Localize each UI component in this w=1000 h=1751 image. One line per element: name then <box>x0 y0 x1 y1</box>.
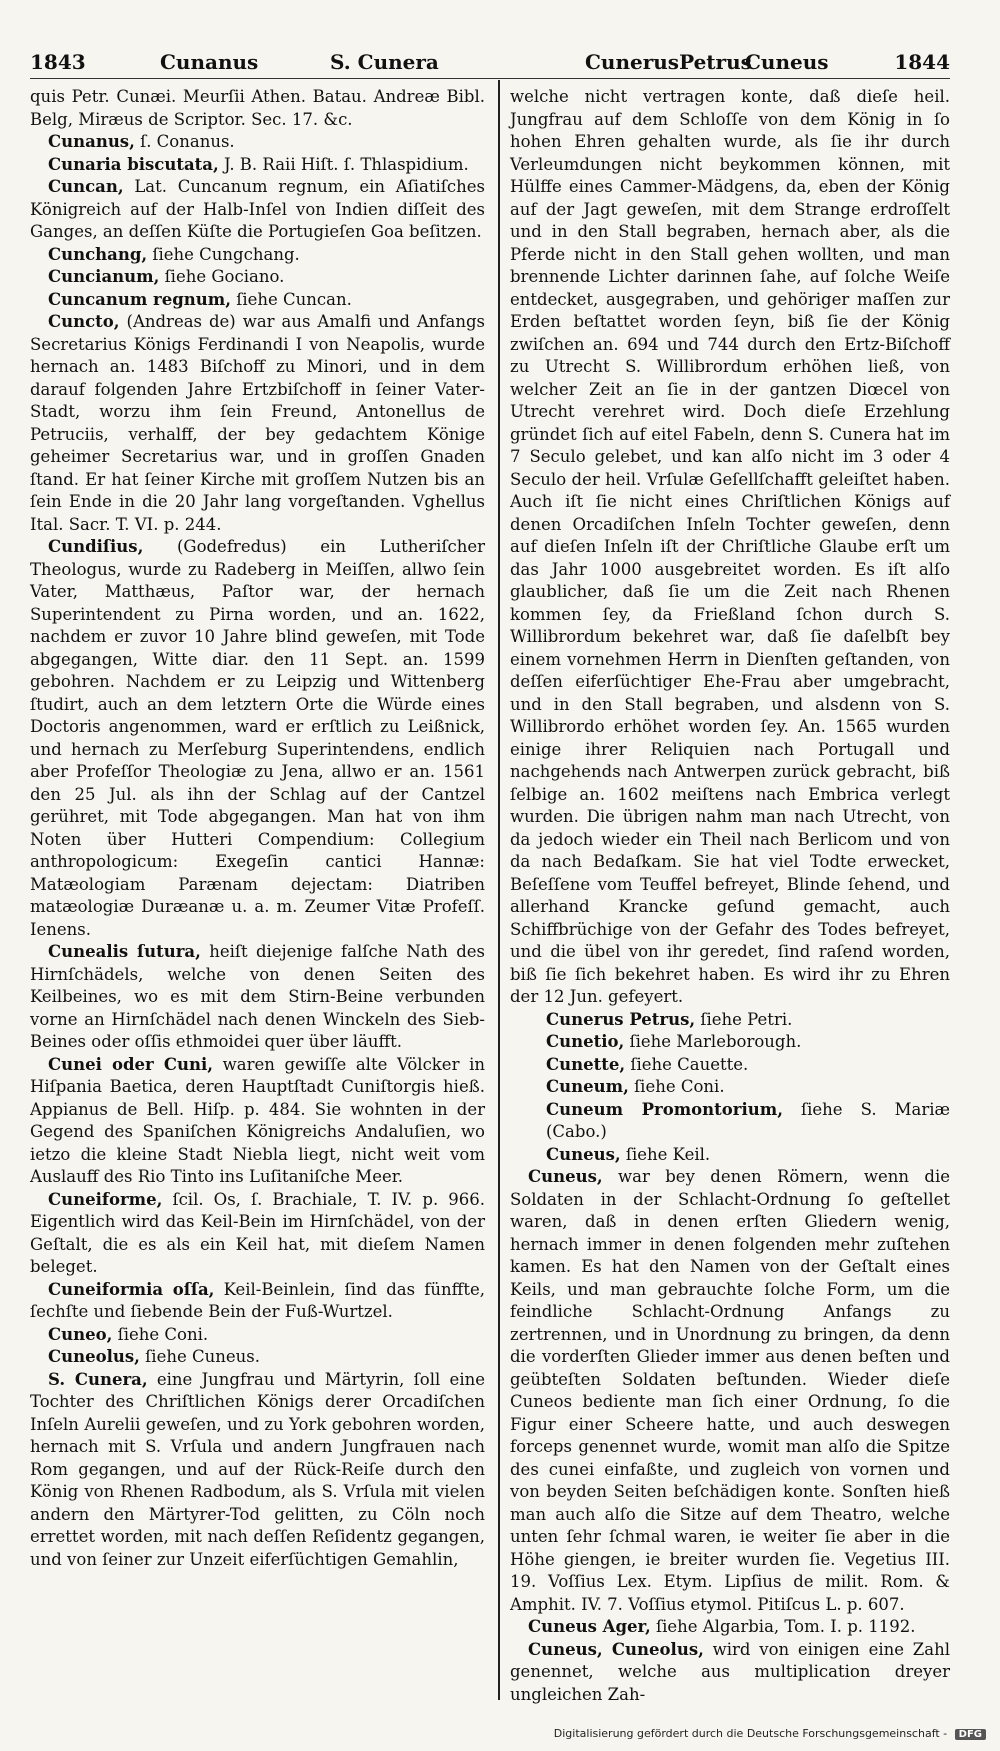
entry-lemma: Cuneus, <box>546 1144 621 1164</box>
entry-lemma: Cuneum, <box>546 1077 629 1096</box>
dictionary-entry <box>510 1076 950 1099</box>
entry-text: heiſt diejenige falſche Nath des Hirnſchädels, welche von denen Seiten des Keilbeines, wo es mit dem Stirn-Beine verbunden vorne an Hirnſchädel nach denen Winckeln des Sieb-Beines oder oſſis ethmoidei quer über läufft. <box>30 942 485 1051</box>
entry-text: ſiehe Cauette. <box>625 1054 749 1074</box>
dictionary-entry <box>30 1369 485 1572</box>
entry-lemma: Cuneus, <box>528 1167 603 1186</box>
left-column <box>30 86 485 1571</box>
entry-text: eine Jungfrau und Märtyrin, ſoll eine Tochter des Chriſtlichen Königs derer Orcadiſchen Inſeln Aurelii geweſen, und zu York gebohren worden, hernach mit S. Vrſula und andern Jungfrauen nach Rom gegangen, und auf der Rück-Reiſe durch den König von Rhenen Radbodum, als S. Vrſula mit vielen andern den Märtyrer-Tod gelitten, zu Cöln noch errettet worden, mit nach deſſen Reſidentz gegangen, und von ſeiner zur Unzeit eiferſüchtigen Gemahlin, <box>30 1369 485 1569</box>
dictionary-entry <box>30 289 485 312</box>
credit-text: Digitalisierung gefördert durch die Deutsche Forschungsgemeinschaft - <box>553 1727 948 1740</box>
entry-lemma: Cuneum Promontorium, <box>546 1099 783 1119</box>
entry-lemma: Cuneiformia oſſa, <box>48 1279 215 1299</box>
entry-lemma: Cunaria biscutata, <box>48 154 219 174</box>
dfg-logo: DFG <box>955 1729 986 1740</box>
entry-lemma: Cuncan, <box>48 177 124 196</box>
entry-lemma: Cuneo, <box>48 1324 113 1344</box>
dictionary-entry <box>510 1166 950 1616</box>
page-number-left: 1843 <box>30 50 86 74</box>
entry-lemma: Cundiſius, <box>48 537 144 556</box>
column-divider <box>498 80 500 1700</box>
entry-text: ſcil. Os, ſ. Brachiale, T. IV. p. 966. Eigentlich wird das Keil-Bein im Hirnſchädel, von der Geſtalt, die es als ein Keil hat, mit dieſem Namen beleget. <box>30 1189 485 1276</box>
entry-lemma: Cunerus Petrus, <box>546 1009 696 1029</box>
entry-text: ſiehe Coni. <box>112 1324 209 1344</box>
dictionary-entry <box>30 311 485 536</box>
entry-lemma: Cuncanum regnum, <box>48 289 231 309</box>
entry-lemma: Cuneus Ager, <box>528 1617 651 1636</box>
dictionary-entry <box>30 941 485 1054</box>
header-catchword-left-1: Cunanus <box>160 50 259 74</box>
dictionary-entry <box>30 1054 485 1189</box>
entry-text: ſ. Conanus. <box>134 132 235 151</box>
dictionary-entry <box>30 1346 485 1369</box>
page-number-right: 1844 <box>894 50 950 74</box>
digitization-credit <box>554 1727 986 1740</box>
entry-text: J. B. Raii Hiſt. ſ. Thlaspidium. <box>218 154 469 174</box>
entry-text: welche nicht vertragen konte, daß dieſe heil. Jungfrau auf dem Schloſſe von dem König in ſo hohen Ehren gehalten wurde, als ſie ihr durch Verleumdungen nicht beykommen können, mit Hülffe eines Cammer-Mädgens, da, eben der König auf der Jagt geweſen, mit dem Strange erdroſſelt und in den Stall begraben, hernach aber, als die Pferde nicht in den Stall gehen wollten, und man brennende Lichter darinnen ſahe, auf ſolche Weiſe entdecket, ausgegraben, und gehöriger maſſen zur Erden beſtattet worden ſeyn, biß ſie der König zwiſchen an. 694 und 744 durch den Ertz-Biſchoff zu Utrecht S. Willibrordum erhöhen ließ, von welcher Zeit an ſie in der gantzen Diœcel von Utrecht verehret wird. Doch dieſe Erzehlung gründet ſich auf eitel Fabeln, denn S. Cunera hat im 7 Seculo gelebet, und kan alſo nicht im 3 oder 4 Seculo der heil. Vrſulæ Geſellſchafft geleiſtet haben. Auch iſt ſie nicht eines Chriſtlichen Königs auf denen Orcadiſchen Inſeln Tochter geweſen, denn auf dieſen Inſeln iſt der Chriſtliche Glaube erſt um das Jahr 1000 ausgebreitet worden. Es iſt alſo glaublicher, daß ſie um die Zeit nach Rhenen kommen ſey, da Frießland ſchon durch S. Willibrordum bekehret war, daß ſie daſelbſt bey einem vornehmen Herrn in Dienſten geſtanden, von deſſen eiferſüchtiger Ehe-Frau aber umgebracht, und in den Stall begraben, und alsdenn von S. Willibrordo erhöhet worden ſey. An. 1565 wurden einige ihrer Reliquien nach Portugall und nachgehends nach Antwerpen zurück gebracht, biß ſelbige an. 1602 meiſtens nach Embrica verlegt wurden. Die übrigen nahm man nach Utrecht, von da jedoch wieder ein Theil nach Berlicom und von da nach Bedaſkam. Sie hat viel Todte erwecket, Beſeſſene vom Teuffel befreyet, Blinde ſehend, und allerhand Krancke geſund gemacht, auch Schiffbrüchige von der Gefahr des Todes befreyet, und die übel von ihr geredet, ſind raſend worden, biß ſie ſich bekehret haben. Es wird ihr zu Ehren der 12 Jun. gefeyert. <box>510 87 950 1006</box>
right-column <box>510 86 950 1706</box>
entry-text: ſiehe Keil. <box>620 1144 711 1164</box>
entry-text: Lat. Cuncanum regnum, ein Aſiatiſches Königreich auf der Halb-Inſel von Indien diſſeit des Ganges, an deſſen Küſte die Portugieſen Goa beſitzen. <box>30 177 485 241</box>
dictionary-entry <box>510 1031 950 1054</box>
entry-text: ſiehe Algarbia, Tom. I. p. 1192. <box>650 1617 916 1636</box>
entry-text: quis Petr. Cunæi. Meurſii Athen. Batau. Andreæ Bibl. Belg, Miræus de Scriptor. Sec. 17. &c. <box>30 87 485 129</box>
dictionary-entry <box>510 1639 950 1707</box>
header-catchword-left-2: S. Cunera <box>330 50 439 74</box>
entry-text: ſiehe Marleborough. <box>624 1032 802 1051</box>
dictionary-entry <box>30 1279 485 1324</box>
entry-lemma: Cuneolus, <box>48 1347 140 1366</box>
entry-lemma: Cuncto, <box>48 312 120 331</box>
entry-text: waren gewiſſe alte Völcker in Hiſpania Baetica, deren Hauptſtadt Cuniſtorgis hieß. Appianus de Bell. Hiſp. p. 484. Sie wohnten in der Gegend des Spaniſchen Königreichs Andaluſien, wo ietzo die kleine Stadt Niebla liegt, nicht weit vom Auslauff des Rio Tinto ins Luſitaniſche Meer. <box>30 1054 485 1186</box>
entry-lemma: Cunetio, <box>546 1032 625 1051</box>
entry-lemma: S. Cunera, <box>48 1369 148 1389</box>
entry-text: (Godefredus) ein Lutheriſcher Theologus, wurde zu Radeberg in Meiſſen, allwo ſein Vater, Matthæus, Paſtor war, der hernach Superintendent zu Pirna worden, und an. 1622, nachdem er zuvor 10 Jahre blind geweſen, mit Tode abgegangen, Witte diar. den 11 Sept. an. 1599 gebohren. Nachdem er zu Leipzig und Wittenberg ſtudirt, auch an dem letztern Orte die Würde eines Doctoris angenommen, ward er erſtlich zu Leißnick, und hernach zu Merſeburg Superintendens, endlich aber Profeſſor Theologiæ zu Jena, allwo er an. 1561 den 25 Jul. als ihn der Schlag auf der Cantzel gerühret, mit Tode abgegangen. Man hat von ihm Noten über Hutteri Compendium: Collegium anthropologicum: Exegeſin cantici Hannæ: Matæologiam Parænam dejectam: Diatriben matæologiæ Duræanæ u. a. m. Zeumer Vitæ Profeſſ. Ienens. <box>30 537 485 939</box>
entry-text: ſiehe Gociano. <box>159 267 285 286</box>
entry-text: ſiehe Cungchang. <box>147 244 300 264</box>
header-rule <box>30 78 950 79</box>
entry-lemma: Cuneus, Cuneolus, <box>528 1639 704 1659</box>
entry-text: ſiehe Cuneus. <box>139 1347 260 1366</box>
dictionary-entry <box>30 1189 485 1279</box>
entry-lemma: Cuncianum, <box>48 267 160 286</box>
header-catchword-right-2: Cuneus <box>745 50 829 74</box>
dictionary-entry <box>30 244 485 267</box>
entry-text: ſiehe Coni. <box>628 1077 725 1096</box>
dictionary-entry <box>510 1144 950 1167</box>
entry-text: ſiehe Cuncan. <box>230 289 352 309</box>
entry-lemma: Cuneiforme, <box>48 1189 163 1209</box>
dictionary-entry <box>30 266 485 289</box>
dictionary-entry <box>30 86 485 131</box>
page-header <box>30 50 950 80</box>
dictionary-entry <box>510 1009 950 1032</box>
entry-lemma: Cunei oder Cuni, <box>48 1054 214 1074</box>
dictionary-entry <box>30 536 485 941</box>
entry-lemma: Cunette, <box>546 1054 626 1074</box>
dictionary-entry <box>510 1054 950 1077</box>
entry-text: war bey denen Römern, wenn die Soldaten in der Schlacht-Ordnung ſo geſtellet waren, daß in denen erſten Gliedern wenig, hernach immer in denen folgenden mehr zuſtehen kamen. Es hat den Namen von der Geſtalt eines Keils, und man gebrauchte ſolche Form, um die feindliche Schlacht-Ordnung Anfangs zu zertrennen, und in Unordnung zu bringen, da denn die vorderſten Glieder immer aus denen beſten und geübteſten Soldaten beſtunden. Wieder dieſe Cuneos bediente man ſich einer Ordnung, ſo die Figur einer Scheere hatte, und auch deswegen forceps genennet wurde, womit man alſo die Spitze des cunei einfaßte, und zugleich von vornen und von beyden Seiten beſchädigen konte. Sonſten hieß man auch alſo die Sitze auf dem Theatro, welche unten ſehr ſchmal waren, ie weiter ſie aber in die Höhe giengen, ie breiter wurden ſie. Vegetius III. 19. Voſſius Lex. Etym. Lipſius de milit. Rom. & Amphit. IV. 7. Voſſius etymol. Pitiſcus L. p. 607. <box>510 1167 950 1614</box>
header-catchword-right-1: CunerusPetrus <box>585 50 752 74</box>
entry-text: ſiehe S. Mariæ (Cabo.) <box>546 1099 951 1141</box>
dictionary-entry <box>30 1324 485 1347</box>
entry-lemma: Cunanus, <box>48 132 135 151</box>
dictionary-entry <box>30 154 485 177</box>
dictionary-entry <box>510 86 950 1009</box>
dictionary-entry <box>30 176 485 244</box>
dictionary-entry <box>510 1616 950 1639</box>
entry-text: (Andreas de) war aus Amalfi und Anfangs Secretarius Königs Ferdinandi I von Neapolis, wurde hernach an. 1483 Biſchoff zu Minori, und in dem darauf folgenden Jahre Ertzbiſchoff in ſeiner Vater-Stadt, worzu ihm ſein Freund, Antonellus de Petruciis, verhalff, der bey gedachtem Könige geheimer Secretarius war, und in groſſen Gnaden ſtand. Er hat ſeiner Kirche mit groſſem Nutzen bis an ſein Ende in die 20 Jahr lang vorgeſtanden. Vghellus Ital. Sacr. T. VI. p. 244. <box>30 312 485 534</box>
entry-lemma: Cunealis ſutura, <box>48 942 201 961</box>
dictionary-entry <box>510 1099 950 1144</box>
entry-text: ſiehe Petri. <box>695 1009 793 1029</box>
dictionary-entry <box>30 131 485 154</box>
entry-text: Keil-Beinlein, ſind das fünffte, ſechſte und ſiebende Bein der Fuß-Wurtzel. <box>30 1279 485 1321</box>
entry-text: wird von einigen eine Zahl genennet, welche aus multiplication dreyer ungleichen Zah- <box>510 1639 950 1704</box>
entry-lemma: Cunchang, <box>48 244 148 264</box>
